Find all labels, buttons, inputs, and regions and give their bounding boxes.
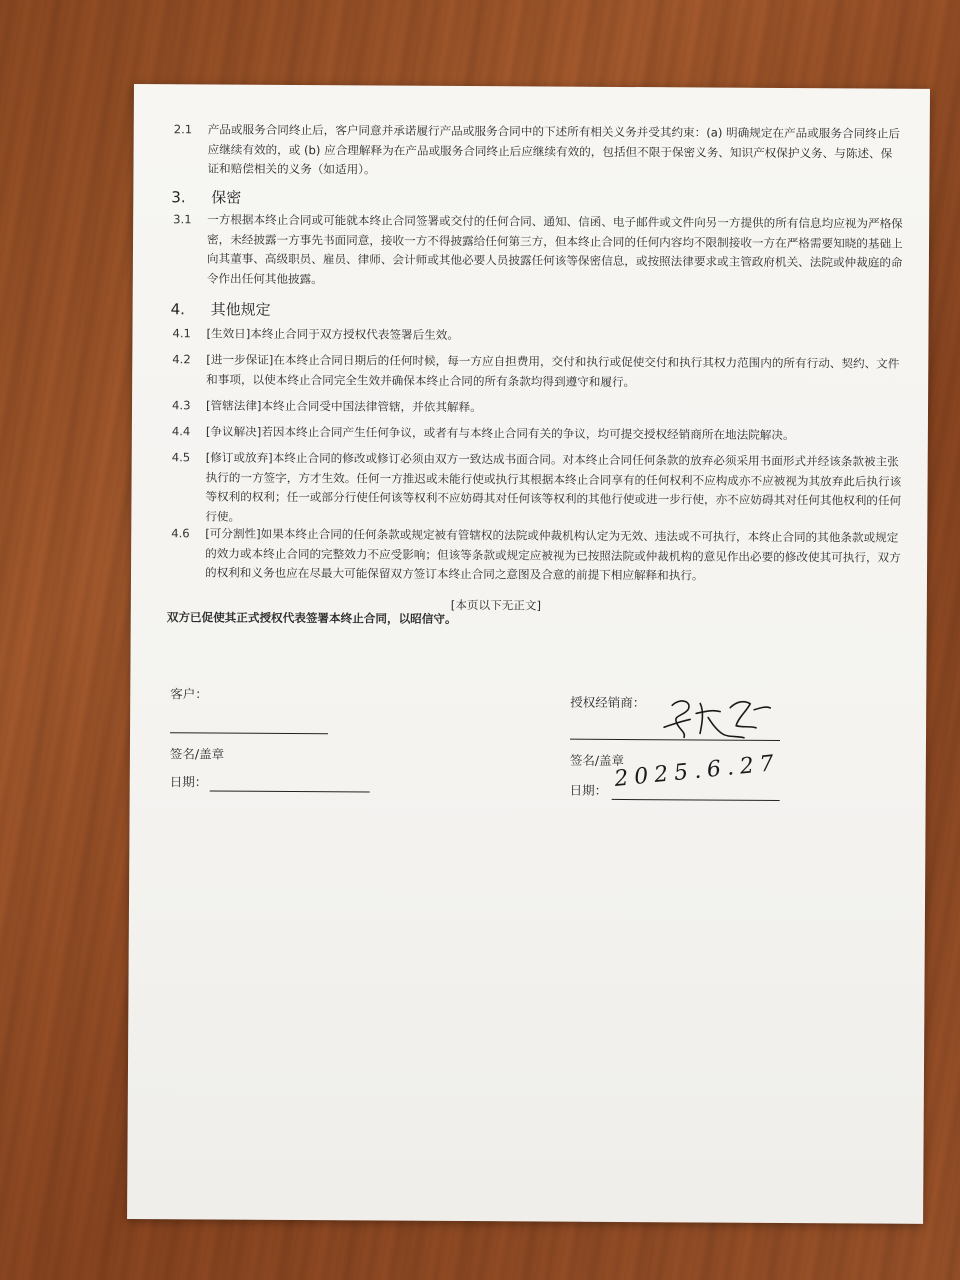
customer-date-label: 日期：: [169, 774, 208, 790]
section-title: 保密: [211, 188, 242, 207]
section-number: 3.: [171, 188, 186, 207]
clause-text: 产品或服务合同终止后，客户同意并承诺履行产品或服务合同中的下述所有相关义务并受其约束：(a) 明确规定在产品或服务合同终止后应继续有效的，或 (b) 应合理解释为在产品或服务合同终止后应继续有效的，包括但不限于保密义务、知识产权保护义务、与陈述、保证和赔偿相关的义务（如适用）。: [207, 122, 901, 177]
clause-number: 4.6: [171, 526, 190, 541]
clause-text: [修订或放弃]本终止合同的修改或修订必须由双方一致达成书面合同。对本终止合同任何条款的放弃必须采用书面形式并经该条款被主张执行的一方签字，方才生效。任何一方推迟或未能行使或执行其根据本终止合同享有的任何权利不应构成亦不应被视为其放弃此后执行该等权利的权利；任一或部分行使任何该等权利不应妨碍其对任何该等权利的其他行使或进一步行使，亦不应妨碍其对任何其他权利的任何行使。: [205, 450, 902, 524]
customer-sign-label: 签名/盖章: [169, 746, 225, 762]
customer-signature-line: [170, 732, 328, 734]
customer-label: 客户：: [170, 686, 208, 702]
clause-number: 2.1: [173, 122, 193, 137]
clause-number: 3.1: [173, 212, 192, 227]
witness-statement: 双方已促使其正式授权代表签署本终止合同，以昭信守。: [166, 610, 457, 626]
section-number: 4.: [170, 300, 185, 319]
clause-number: 4.2: [172, 352, 191, 367]
clause-number: 4.4: [171, 424, 191, 439]
dealer-handwritten-signature: [650, 687, 800, 748]
clause-number: 4.1: [172, 326, 191, 341]
dealer-handwritten-date: 2025.6.27: [613, 750, 781, 792]
clause-4-2: [172, 350, 902, 389]
clause-number: 4.3: [171, 398, 191, 413]
clause-4-5: [171, 448, 902, 524]
dealer-label: 授权经销商：: [570, 694, 646, 711]
clause-4-3: [171, 396, 902, 415]
clause-text: [管辖法律]本终止合同受中国法律管辖，并依其解释。: [205, 398, 482, 415]
section-title: 其他规定: [210, 300, 271, 319]
clause-number: 4.5: [171, 450, 191, 465]
clause-text: [生效日]本终止合同于双方授权代表签署后生效。: [206, 326, 460, 342]
section-heading-3: [171, 186, 241, 207]
end-of-text-note: [本页以下无正文]: [450, 597, 542, 613]
clause-4-1: [172, 324, 903, 342]
clause-text: 一方根据本终止合同或可能就本终止合同签署或交付的任何合同、通知、信函、电子邮件或文件向另一方提供的所有信息均应视为严格保密，未经披露一方事先书面同意，接收一方不得披露给任何第三方，但本终止合同的任何内容均不限制接收一方在严格需要知晓的基础上向其董事、高级职员、雇员、律师、会计师或其他必要人员披露任何该等保密信息，或按照法律要求或主管政府机关、法院或仲裁庭的命令作出任何其他披露。: [206, 212, 903, 286]
section-heading-4: [171, 298, 271, 320]
document-page: [127, 84, 930, 1224]
dealer-date-line: [612, 799, 780, 801]
customer-date-line: [210, 790, 370, 792]
clause-text: [可分割性]如果本终止合同的任何条款或规定被有管辖权的法院或仲裁机构认定为无效、违法或不可执行，本终止合同的其他条款或规定的效力或本终止合同的完整效力不应受影响；但该等条款或规定应被视为已按照法院或仲裁机构的意见作出必要的修改使其可执行，双方的权利和义务也应在尽最大可能保留双方签订本终止合同之意图及合意的前提下相应解释和执行。: [204, 526, 901, 583]
clause-3-1: [173, 210, 903, 294]
clause-4-4: [171, 422, 902, 443]
dealer-sign-label: 签名/盖章: [569, 752, 625, 769]
clause-2-1: [173, 120, 903, 184]
clause-text: [争议解决]若因本终止合同产生任何争议，或者有与本终止合同有关的争议，均可提交授权经销商所在地法院解决。: [205, 424, 795, 443]
clause-text: [进一步保证]在本终止合同日期后的任何时候，每一方应自担费用，交付和执行或促使交付和执行其权力范围内的所有行动、契约、文件和事项，以使本终止合同完全生效并确保本终止合同的所有条款均得到遵守和履行。: [206, 352, 900, 389]
dealer-date-label: 日期：: [569, 782, 608, 798]
